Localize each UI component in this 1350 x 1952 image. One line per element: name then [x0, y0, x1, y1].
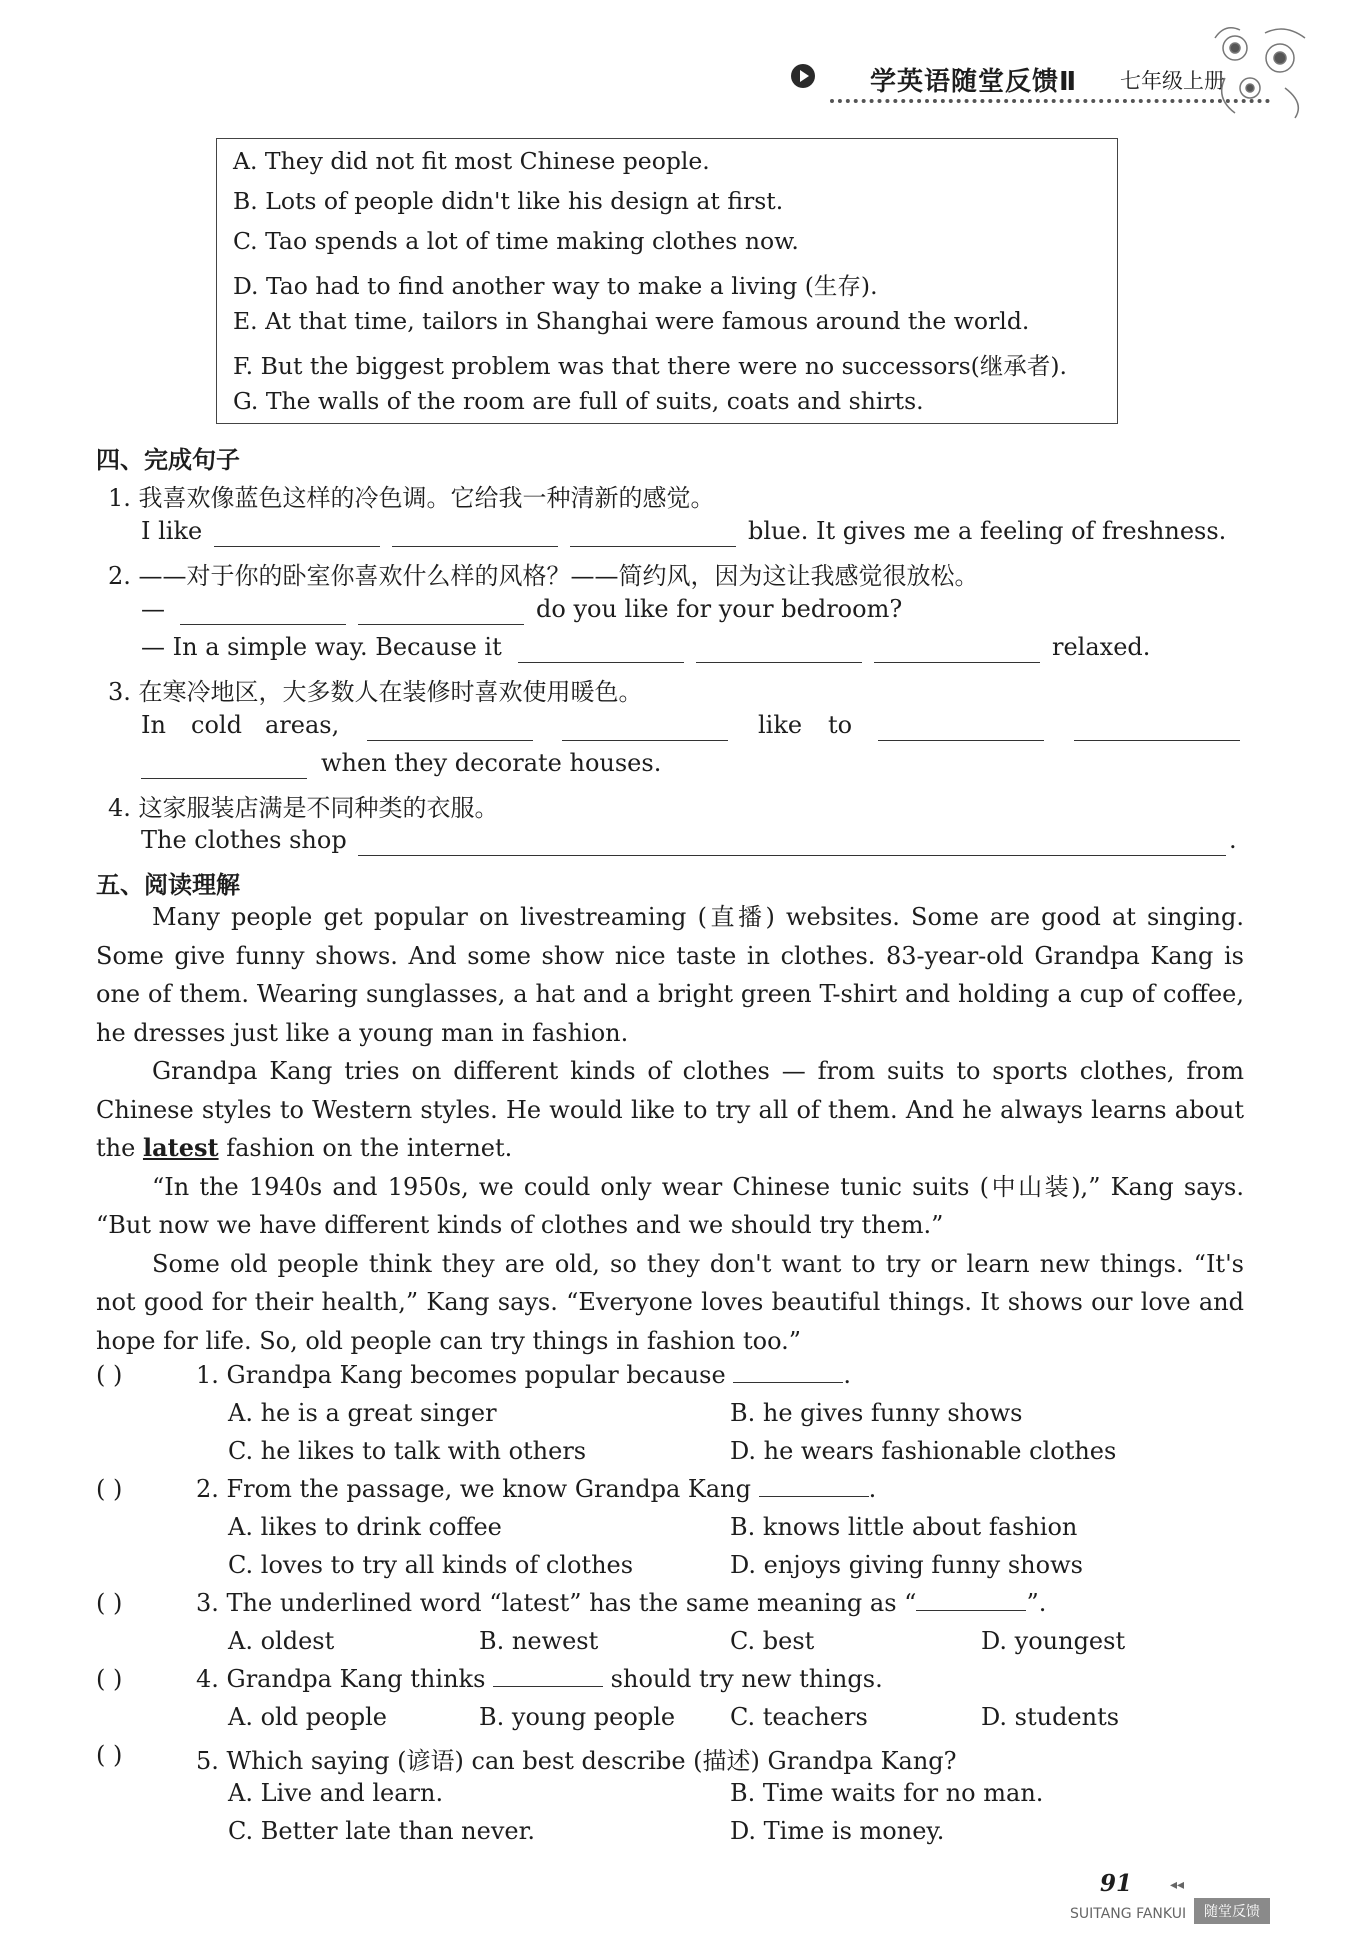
option-c: C. Tao spends a lot of time making clothes now. — [233, 227, 799, 255]
play-icon — [790, 63, 816, 89]
stem-text: 2. From the passage, we know Grandpa Kang — [196, 1475, 751, 1503]
answer-blank[interactable] — [570, 546, 736, 547]
q2-option-d[interactable]: D. enjoys giving funny shows — [730, 1551, 1083, 1579]
s4-q1-chinese: 1. 我喜欢像蓝色这样的冷色调。它给我一种清新的感觉。 — [108, 484, 715, 512]
stem-text: ”. — [1026, 1589, 1047, 1617]
option-a: A. They did not fit most Chinese people. — [233, 147, 710, 175]
book-title: 学英语随堂反馈Ⅱ — [870, 67, 1078, 97]
answer-blank[interactable] — [874, 662, 1040, 663]
q5-option-b[interactable]: B. Time waits for no man. — [730, 1779, 1044, 1807]
underlined-word: latest — [142, 1133, 219, 1162]
answer-blank[interactable] — [141, 778, 307, 779]
answer-blank[interactable] — [358, 855, 1226, 856]
stem-text: . — [868, 1475, 877, 1503]
passage-paragraph-1: Many people get popular on livestreaming (直播) websites. Some are good at singing. Some give funny shows. And some show nice taste in clothes. 83-year-old Grandpa Kang is one of them. Wearing sunglasses, a hat and a bright green T-shirt and holding a cup of coffee, he dresses just like a young man in fashion. — [96, 903, 1244, 1047]
q3-option-a[interactable]: A. oldest — [228, 1627, 335, 1655]
stem-text: 1. Grandpa Kang becomes popular because — [196, 1361, 726, 1389]
book-grade: 七年级上册 — [1120, 69, 1225, 93]
q2-option-c[interactable]: C. loves to try all kinds of clothes — [228, 1551, 634, 1579]
option-f: F. But the biggest problem was that there were no successors(继承者). — [233, 352, 1067, 380]
q4-option-a[interactable]: A. old people — [228, 1703, 387, 1731]
stem-text: should try new things. — [610, 1665, 883, 1693]
section-4-title: 四、完成句子 — [96, 446, 240, 474]
q2-option-b[interactable]: B. knows little about fashion — [730, 1513, 1078, 1541]
answer-bracket[interactable]: ( ) — [96, 1475, 123, 1503]
q3-option-d[interactable]: D. youngest — [981, 1627, 1126, 1655]
q5-option-a[interactable]: A. Live and learn. — [228, 1779, 444, 1807]
answer-blank[interactable] — [180, 624, 346, 625]
s4-q3-word-areas: areas, — [265, 711, 340, 739]
answer-bracket[interactable]: ( ) — [96, 1361, 123, 1389]
s4-q3-word-in: In — [141, 711, 166, 739]
reading-passage — [96, 898, 1244, 1360]
header-divider — [830, 99, 1270, 103]
answer-blank[interactable] — [696, 662, 862, 663]
s4-q2-l2-start: — In a simple way. Because it — [141, 633, 502, 661]
q5-option-c[interactable]: C. Better late than never. — [228, 1817, 536, 1845]
q4-option-b[interactable]: B. young people — [479, 1703, 676, 1731]
options-box — [216, 138, 1118, 424]
q1-option-b[interactable]: B. he gives funny shows — [730, 1399, 1023, 1427]
footer-brand: SUITANG FANKUI — [1070, 1906, 1187, 1922]
answer-bracket[interactable]: ( ) — [96, 1741, 123, 1769]
question-3-stem — [196, 1589, 1046, 1617]
s4-q4-chinese: 4. 这家服装店满是不同种类的衣服。 — [108, 794, 499, 822]
s4-q4-end: . — [1229, 826, 1237, 854]
stem-text: 3. The underlined word “latest” has the same meaning as “ — [196, 1589, 917, 1617]
answer-blank[interactable] — [518, 662, 684, 663]
answer-bracket[interactable]: ( ) — [96, 1589, 123, 1617]
option-e: E. At that time, tailors in Shanghai were famous around the world. — [233, 307, 1030, 335]
q4-option-c[interactable]: C. teachers — [730, 1703, 868, 1731]
stem-text: . — [843, 1361, 851, 1389]
q4-option-d[interactable]: D. students — [981, 1703, 1120, 1731]
s4-q1-end: blue. It gives me a feeling of freshness. — [748, 517, 1227, 545]
answer-blank[interactable] — [759, 1476, 869, 1497]
s4-q3-word-to: to — [828, 711, 853, 739]
double-arrow-icon: ◂◂ — [1170, 1877, 1185, 1893]
passage-paragraph-3: “In the 1940s and 1950s, we could only wear Chinese tunic suits (中山装),” Kang says. “But now we have different kinds of clothes and we should try them.” — [96, 1172, 1244, 1239]
answer-blank[interactable] — [367, 740, 533, 741]
q2-option-a[interactable]: A. likes to drink coffee — [228, 1513, 502, 1541]
s4-q2-l2-end: relaxed. — [1052, 633, 1151, 661]
answer-blank[interactable] — [493, 1666, 603, 1687]
passage-text: Grandpa Kang tries on different kinds of clothes — from suits to sports clothes, from Chinese styles to Western styles. He would like to try all of them. And he always learns about the — [96, 1057, 1244, 1162]
s4-q2-chinese: 2. ——对于你的卧室你喜欢什么样的风格？——简约风，因为这让我感觉很放松。 — [108, 562, 979, 590]
s4-q2-l1-start: — — [141, 595, 165, 623]
s4-q4-start: The clothes shop — [141, 826, 347, 854]
answer-blank[interactable] — [358, 624, 524, 625]
q1-option-a[interactable]: A. he is a great singer — [228, 1399, 497, 1427]
s4-q3-word-cold: cold — [191, 711, 242, 739]
option-d: D. Tao had to find another way to make a living (生存). — [233, 272, 878, 300]
flower-decoration-icon — [1205, 18, 1325, 128]
answer-blank[interactable] — [562, 740, 728, 741]
option-g: G. The walls of the room are full of suits, coats and shirts. — [233, 387, 924, 415]
answer-blank[interactable] — [392, 546, 558, 547]
answer-bracket[interactable]: ( ) — [96, 1665, 123, 1693]
stem-text: 4. Grandpa Kang thinks — [196, 1665, 486, 1693]
q5-option-d[interactable]: D. Time is money. — [730, 1817, 945, 1845]
q1-option-c[interactable]: C. he likes to talk with others — [228, 1437, 587, 1465]
question-1-stem — [196, 1361, 851, 1389]
answer-blank[interactable] — [916, 1590, 1026, 1611]
answer-blank[interactable] — [1074, 740, 1240, 741]
answer-blank[interactable] — [878, 740, 1044, 741]
s4-q3-chinese: 3. 在寒冷地区，大多数人在装修时喜欢使用暖色。 — [108, 678, 643, 706]
q3-option-c[interactable]: C. best — [730, 1627, 815, 1655]
s4-q3-word-like: like — [758, 711, 803, 739]
s4-q2-l1-end: do you like for your bedroom? — [536, 595, 903, 623]
option-b: B. Lots of people didn't like his design at first. — [233, 187, 784, 215]
question-2-stem — [196, 1475, 876, 1503]
s4-q1-start: I like — [141, 517, 203, 545]
question-4-stem — [196, 1665, 883, 1693]
page-number: 91 — [1100, 1870, 1133, 1897]
passage-text: fashion on the internet. — [226, 1134, 513, 1162]
passage-paragraph-4: Some old people think they are old, so they don't want to try or learn new things. “It's not good for their health,” Kang says. “Everyone loves beautiful things. It shows our love and hope for life. So, old people can try things in fashion too.” — [96, 1249, 1244, 1355]
passage-paragraph-2 — [96, 1052, 1244, 1168]
section-5-title: 五、阅读理解 — [96, 871, 240, 899]
question-5-stem: 5. Which saying (谚语) can best describe (描述) Grandpa Kang? — [196, 1747, 957, 1775]
answer-blank[interactable] — [733, 1362, 843, 1383]
q3-option-b[interactable]: B. newest — [479, 1627, 599, 1655]
footer-badge: 随堂反馈 — [1194, 1898, 1270, 1924]
q1-option-d[interactable]: D. he wears fashionable clothes — [730, 1437, 1117, 1465]
s4-q3-l2-end: when they decorate houses. — [321, 749, 662, 777]
answer-blank[interactable] — [214, 546, 380, 547]
